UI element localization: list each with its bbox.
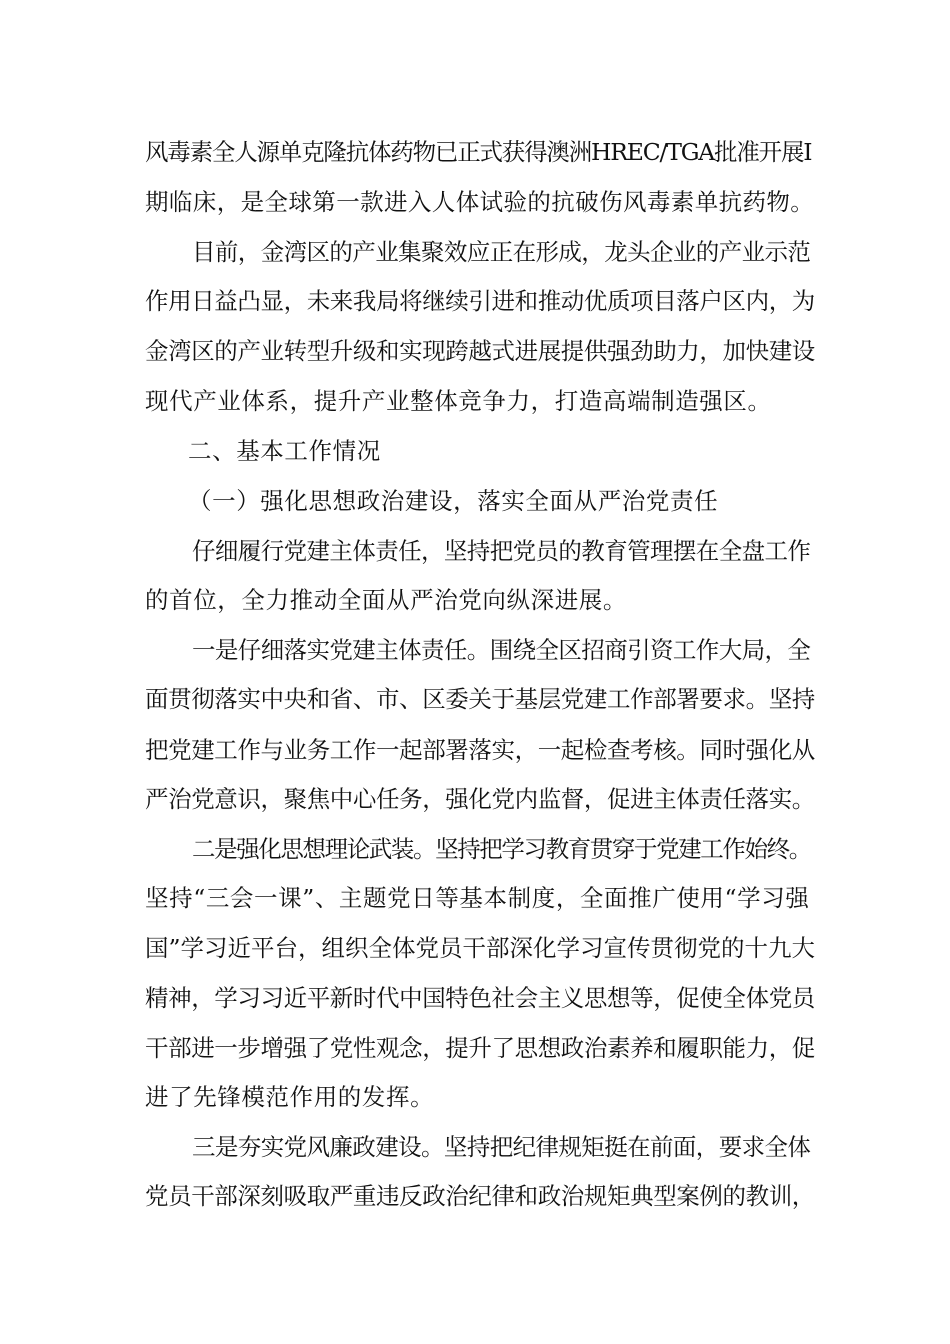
text-line: 干部进一步增强了党性观念，提升了思想政治素养和履职能力，促 xyxy=(145,1034,815,1062)
paragraph-start-line: 二是强化思想理论武装。坚持把学习教育贯穿于党建工作始终。 xyxy=(192,835,811,863)
text-line: 的首位，全力推动全面从严治党向纵深进展。 xyxy=(145,586,627,614)
paragraph-start-line: 仔细履行党建主体责任，坚持把党员的教育管理摆在全盘工作 xyxy=(192,537,811,565)
subsection-heading: （一）强化思想政治建设，落实全面从严治党责任 xyxy=(188,487,719,515)
text-line: 国”学习近平台，组织全体党员干部深化学习宣传贯彻党的十九大 xyxy=(145,934,816,962)
text-line: 精神，学习习近平新时代中国特色社会主义思想等，促使全体党员 xyxy=(145,984,815,1012)
section-heading: 二、基本工作情况 xyxy=(188,437,381,465)
paragraph-start-line: 目前，金湾区的产业集聚效应正在形成，龙头企业的产业示范 xyxy=(192,238,811,266)
text-line: 期临床，是全球第一款进入人体试验的抗破伤风毒素单抗药物。 xyxy=(145,188,815,216)
text-line: 风毒素全人源单克隆抗体药物已正式获得澳洲HREC/TGA批准开展I xyxy=(145,138,812,166)
paragraph-start-line: 一是仔细落实党建主体责任。围绕全区招商引资工作大局，全 xyxy=(192,636,811,664)
paragraph-start-line: 三是夯实党风廉政建设。坚持把纪律规矩挺在前面，要求全体 xyxy=(192,1133,811,1161)
text-line: 严治党意识，聚焦中心任务，强化党内监督，促进主体责任落实。 xyxy=(145,785,815,813)
text-line: 金湾区的产业转型升级和实现跨越式进展提供强劲助力，加快建设 xyxy=(145,337,815,365)
text-line: 党员干部深刻吸取严重违反政治纪律和政治规矩典型案例的教训， xyxy=(145,1182,815,1210)
text-line: 进了先锋模范作用的发挥。 xyxy=(145,1083,435,1111)
text-line: 现代产业体系，提升产业整体竞争力，打造高端制造强区。 xyxy=(145,387,772,415)
text-line: 面贯彻落实中央和省、市、区委关于基层党建工作部署要求。坚持 xyxy=(145,685,815,713)
text-line: 坚持“三会一课”、主题党日等基本制度，全面推广使用“学习强 xyxy=(145,884,810,912)
text-line: 作用日益凸显，未来我局将继续引进和推动优质项目落户区内，为 xyxy=(145,287,815,315)
text-line: 把党建工作与业务工作一起部署落实，一起检查考核。同时强化从 xyxy=(145,736,815,764)
